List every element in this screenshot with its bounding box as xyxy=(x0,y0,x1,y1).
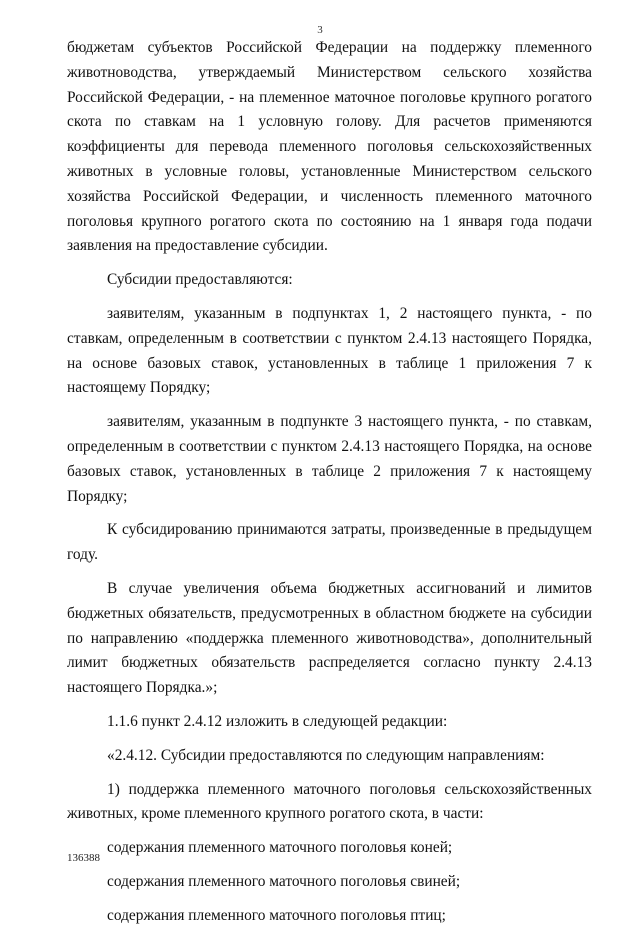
document-body xyxy=(67,36,592,929)
paragraph-applicants-3: заявителям, указанным в подпункте 3 настоящего пункта, - по ставкам, определенным в соответствии с пунктом 2.4.13 настоящего Порядка, на основе базовых ставок, установленных в таблице 2 приложения 7 к настоящему Порядку; xyxy=(67,413,592,505)
paragraph-directions-1: 1) поддержка племенного маточного поголовья сельскохозяйственных животных, кроме племенного крупного рогатого скота, в части: xyxy=(67,780,592,823)
paragraph-continuation: бюджетам субъектов Российской Федерации на поддержку племенного животноводства, утверждаемый Министерством сельского хозяйства Российской Федерации, - на племенное маточное поголовье крупного рогатого скота по ставкам на 1 условную голову. Для расчетов применяются коэффициенты для перевода племенного поголовья сельскохозяйственных животных в условные головы, установленные Министерством сельского хозяйства Российской Федерации, и численность племенного маточного поголовья крупного рогатого скота по состоянию на 1 января года подачи заявления на предоставление субсидии. xyxy=(67,39,592,255)
paragraph-costs: К субсидированию принимаются затраты, произведенные в предыдущем году. xyxy=(67,521,592,564)
paragraph-item-1-1-6: 1.1.6 пункт 2.4.12 изложить в следующей редакции: xyxy=(107,712,448,730)
paragraph-item-2-4-12: «2.4.12. Субсидии предоставляются по следующим направлениям: xyxy=(107,746,545,764)
list-item-birds: содержания племенного маточного поголовья птиц; xyxy=(107,906,446,924)
page-number: 3 xyxy=(317,24,323,36)
list-item-pigs: содержания племенного маточного поголовья свиней; xyxy=(107,872,461,890)
paragraph-subsidies-intro: Субсидии предоставляются: xyxy=(107,271,293,289)
paragraph-applicants-1-2: заявителям, указанным в подпунктах 1, 2 настоящего пункта, - по ставкам, определенным в соответствии с пунктом 2.4.13 настоящего Порядка, на основе базовых ставок, установленных в таблице 1 приложения 7 к настоящему Порядку; xyxy=(67,304,592,397)
document-code: 136388 xyxy=(67,852,100,864)
list-item-horses: содержания племенного маточного поголовья коней; xyxy=(107,839,453,857)
paragraph-budget-increase: В случае увеличения объема бюджетных ассигнований и лимитов бюджетных обязательств, предусмотренных в областном бюджете на субсидии по направлению «поддержка племенного животноводства», дополнительный лимит бюджетных обязательств распределяется согласно пункту 2.4.13 настоящего Порядка.»; xyxy=(67,579,592,697)
